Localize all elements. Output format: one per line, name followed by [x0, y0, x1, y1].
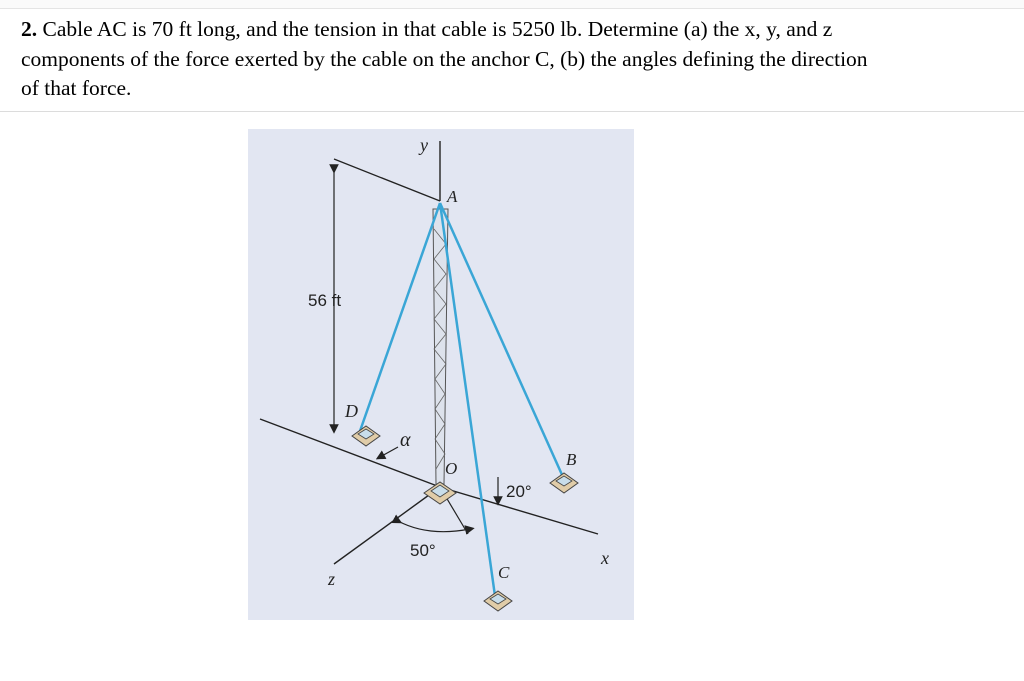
- alpha-label: α: [400, 429, 411, 451]
- problem-number: 2.: [21, 17, 38, 41]
- divider: [0, 111, 1024, 112]
- x-axis-label: x: [601, 548, 609, 568]
- tower-base: [424, 482, 456, 504]
- alpha-arrow: [380, 447, 398, 457]
- anchor-b: [550, 473, 578, 493]
- angle-50-label: 50°: [410, 541, 436, 560]
- cable-ad: [360, 203, 440, 431]
- point-b-label: B: [566, 450, 577, 469]
- point-a-label: A: [447, 187, 458, 206]
- angle-20-label: 20°: [506, 482, 532, 501]
- angle-50-arc: [398, 521, 470, 532]
- ground-line-left: [260, 419, 440, 487]
- problem-statement: [21, 15, 871, 104]
- anchor-c: [484, 591, 512, 611]
- tower-figure: [248, 129, 634, 620]
- y-axis-label: y: [420, 135, 428, 155]
- point-o-label: O: [445, 459, 458, 478]
- problem-text: Cable AC is 70 ft long, and the tension in that cable is 5250 lb. Determine (a) the x, y, and z components of the force exerted by the cable on the anchor C, (b) the angles defining the direction of that force.: [21, 17, 868, 100]
- top-reference-line: [334, 159, 440, 201]
- point-c-label: C: [498, 563, 510, 582]
- top-rule: [0, 0, 1024, 9]
- height-label: 56 ft: [308, 291, 342, 310]
- z-axis-label: z: [328, 569, 336, 589]
- point-d-label: D: [345, 401, 358, 421]
- tower-diagram: [248, 129, 634, 620]
- anchor-d: [352, 426, 380, 446]
